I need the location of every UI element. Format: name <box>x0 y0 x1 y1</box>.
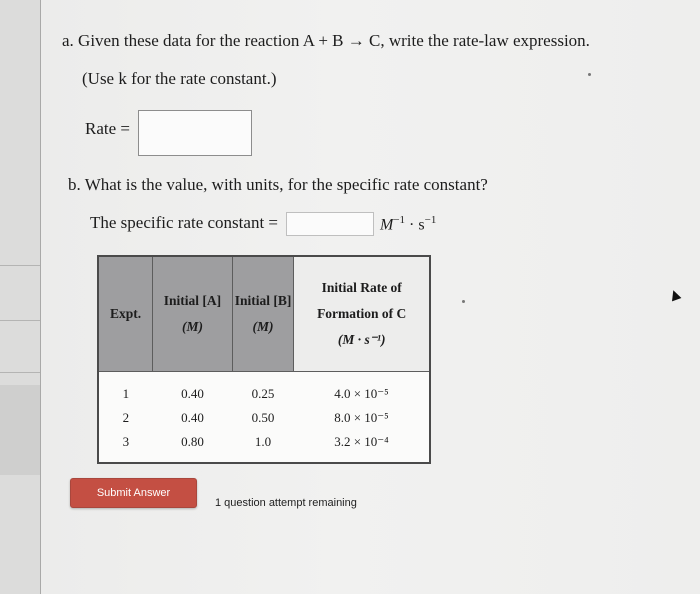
attempts-remaining-text: 1 question attempt remaining <box>215 497 357 509</box>
cell-initial-a: 0.40 <box>153 371 232 406</box>
submit-answer-button[interactable]: Submit Answer <box>70 478 197 508</box>
cell-rate: 3.2 × 10⁻⁴ <box>294 430 430 463</box>
table-header-row <box>98 256 430 371</box>
left-edge-panel <box>0 0 41 594</box>
unit-m: M <box>380 216 394 234</box>
stray-mark <box>588 73 591 76</box>
cell-initial-b: 1.0 <box>232 430 294 463</box>
unit-s-exponent: −1 <box>424 214 437 226</box>
header-rate-line2: Formation of C <box>317 305 407 321</box>
left-edge-divider <box>0 372 40 373</box>
header-initial-rate <box>294 256 430 371</box>
table-row <box>98 406 430 430</box>
table-row <box>98 371 430 406</box>
part-a-question: a. Given these data for the reaction A + B → C, write the rate-law expression. <box>62 31 590 50</box>
table-row <box>98 430 430 463</box>
header-initial-b-unit: (M) <box>252 318 274 334</box>
header-rate-line1: Initial Rate of <box>321 279 402 295</box>
rate-law-input[interactable] <box>138 110 252 156</box>
unit-separator: · <box>405 216 419 234</box>
header-initial-a-label: Initial [A] <box>163 292 222 308</box>
cell-expt: 1 <box>98 371 153 406</box>
left-edge-band <box>0 385 40 475</box>
header-initial-b-label: Initial [B] <box>234 292 292 308</box>
cell-expt: 3 <box>98 430 153 463</box>
cell-initial-b: 0.50 <box>232 406 294 430</box>
left-edge-divider <box>0 265 40 266</box>
stray-mark <box>462 300 465 303</box>
header-rate-unit: (M · s⁻¹) <box>337 331 386 347</box>
cell-initial-b: 0.25 <box>232 371 294 406</box>
unit-m-exponent: −1 <box>393 214 406 226</box>
kinetics-data-table <box>97 255 431 464</box>
cell-rate: 8.0 × 10⁻⁵ <box>294 406 430 430</box>
rate-constant-input[interactable] <box>286 212 374 236</box>
header-initial-b <box>232 256 294 371</box>
part-a-hint: (Use k for the rate constant.) <box>82 69 277 88</box>
rate-constant-units <box>380 214 436 234</box>
header-initial-a <box>153 256 232 371</box>
cell-rate: 4.0 × 10⁻⁵ <box>294 371 430 406</box>
header-expt: Expt. <box>98 256 153 371</box>
cell-initial-a: 0.80 <box>153 430 232 463</box>
rate-label: Rate = <box>85 119 130 138</box>
unit-s: s <box>418 216 425 234</box>
left-edge-divider <box>0 320 40 321</box>
header-initial-a-unit: (M) <box>181 318 203 334</box>
cell-initial-a: 0.40 <box>153 406 232 430</box>
rate-constant-label: The specific rate constant = <box>90 213 279 232</box>
part-b-question: b. What is the value, with units, for the specific rate constant? <box>68 175 488 194</box>
cell-expt: 2 <box>98 406 153 430</box>
